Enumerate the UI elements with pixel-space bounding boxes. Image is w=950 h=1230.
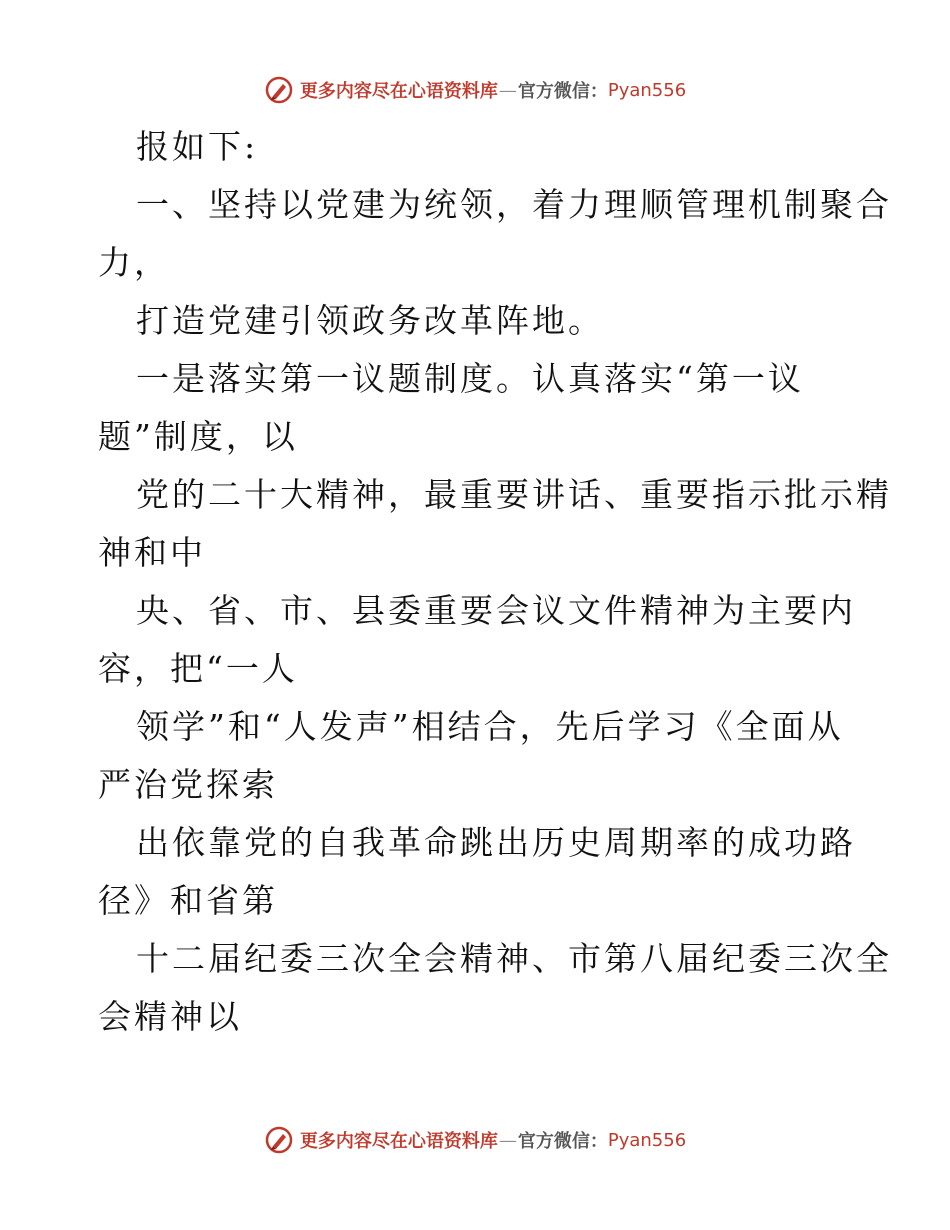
text-line: 十二届纪委三次全会精神、市第八届纪委三次全 — [136, 939, 892, 978]
banner-wechat-id: Pyan556 — [607, 79, 687, 101]
banner-site-name: 更多内容尽在心语资料库 — [299, 81, 498, 102]
banner-dash: — — [498, 79, 517, 101]
footer-banner — [0, 1120, 950, 1160]
text-line: 容，把“一人 — [98, 649, 298, 688]
banner-wechat-label: 官方微信： — [517, 1131, 608, 1152]
text-line: 一、坚持以党建为统领，着力理顺管理机制聚合 — [136, 185, 892, 224]
document-body — [98, 118, 892, 1046]
text-line: 径》和省第 — [98, 881, 278, 920]
text-line: 一是落实第一议题制度。认真落实“第一议 — [136, 359, 804, 398]
text-line: 力， — [98, 243, 170, 282]
pen-logo-icon — [264, 75, 294, 105]
text-line: 神和中 — [98, 533, 206, 572]
text-line: 党的二十大精神，最重要讲话、重要指示批示精 — [136, 475, 892, 514]
banner-dash: — — [498, 1129, 517, 1151]
banner-site-name: 更多内容尽在心语资料库 — [299, 1131, 498, 1152]
banner-wechat-label: 官方微信： — [517, 81, 608, 102]
text-line: 题”制度，以 — [98, 417, 298, 456]
text-line: 打造党建引领政务改革阵地。 — [136, 301, 604, 340]
text-line: 领学”和“人发声”相结合，先后学习《全面从 — [136, 707, 844, 746]
header-banner — [0, 70, 950, 110]
banner-wechat-id: Pyan556 — [607, 1129, 687, 1151]
text-line: 严治党探索 — [98, 765, 278, 804]
pen-logo-icon — [264, 1125, 294, 1155]
text-line: 央、省、市、县委重要会议文件精神为主要内 — [136, 591, 856, 630]
text-line: 会精神以 — [98, 997, 242, 1036]
text-line: 出依靠党的自我革命跳出历史周期率的成功路 — [136, 823, 856, 862]
text-line: 报如下: — [136, 127, 259, 166]
